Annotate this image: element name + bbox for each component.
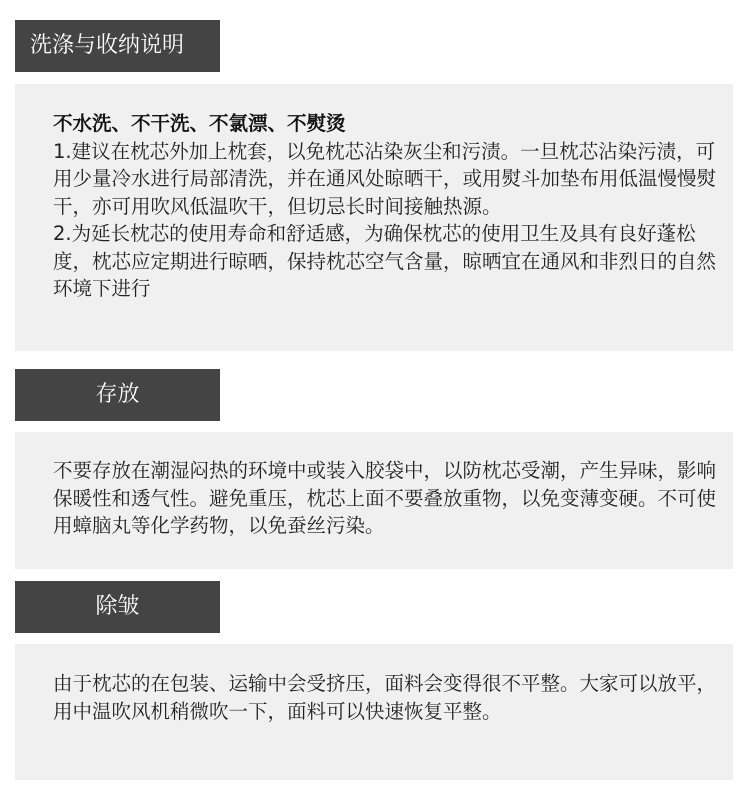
section-body-storage [15,432,733,569]
care-symbols-summary: 不水洗、不干洗、不氯漂、不熨烫 [53,112,346,135]
paragraph-storage: 不要存放在潮湿闷热的环境中或装入胶袋中，以防枕芯受潮，产生异味，影响保暖性和透气性。避免重压，枕芯上面不要叠放重物，以免变薄变硬。不可使用蟑脑丸等化学药物，以免蚕丝污染。 [53,459,717,537]
section-header-washing [15,20,220,72]
section-body-dewrinkle [15,644,733,780]
section-title: 洗涤与收纳说明 [30,33,185,58]
paragraph-washing-1: 1.建议在枕芯外加上枕套，以免枕芯沾染灰尘和污渍。一旦枕芯沾染污渍，可用少量冷水进行局部清洗，并在通风处晾晒干，或用熨斗加垫布用低温慢慢熨干，亦可用吹风低温吹干，但切忌长时间接触热源。 [53,139,717,218]
section-body-washing [15,84,733,351]
section-header-dewrinkle [15,581,220,633]
paragraph-dewrinkle: 由于枕芯的在包装、运输中会受挤压，面料会变得很不平整。大家可以放平，用中温吹风机稍微吹一下，面料可以快速恢复平整。 [53,672,717,723]
section-title: 除皱 [95,594,140,619]
section-title: 存放 [95,382,140,407]
section-header-storage [15,369,220,421]
paragraph-washing-2: 2.为延长枕芯的使用寿命和舒适感，为确保枕芯的使用卫生及具有良好蓬松度，枕芯应定期进行晾晒，保持枕芯空气含量，晾晒宜在通风和非烈日的自然环境下进行 [53,222,717,300]
